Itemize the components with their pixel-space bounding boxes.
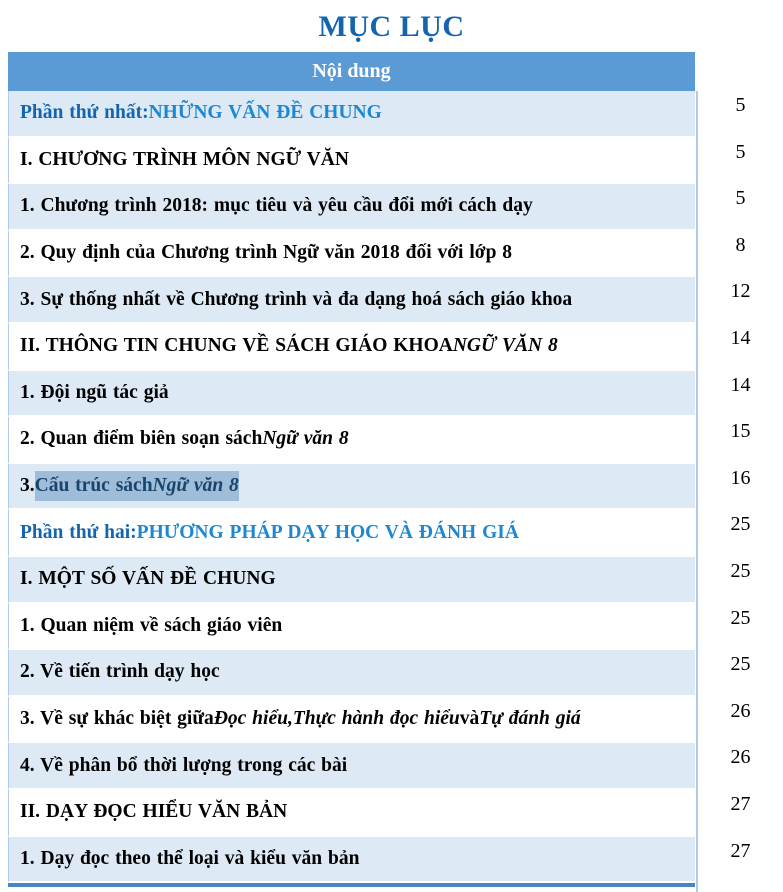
toc-row <box>8 790 783 837</box>
toc-entry-segment: 1. Quan niệm về sách giáo viên <box>20 614 283 636</box>
toc-entry-segment: Phần thứ nhất: <box>20 102 149 124</box>
toc-entry-segment: II. THÔNG TIN CHUNG VỀ SÁCH GIÁO KHOA <box>20 335 453 357</box>
toc-entry-text <box>9 371 696 416</box>
toc-entry-text <box>9 277 696 322</box>
table-body <box>8 91 783 883</box>
toc-entry-page: 14 <box>696 371 783 892</box>
toc-entry-page: 16 <box>696 464 783 892</box>
toc-entry-text <box>9 138 696 183</box>
toc-entry-text <box>9 184 696 229</box>
toc-entry-text <box>9 464 696 509</box>
toc-entry-page: 5 <box>696 138 783 892</box>
toc-entry-segment: Ngữ văn 8 <box>153 471 239 501</box>
toc-row <box>8 510 783 557</box>
toc-entry-segment: 1. Dạy đọc theo thể loại và kiểu văn bản <box>20 847 360 869</box>
toc-row <box>8 697 783 744</box>
toc-entry-page: 27 <box>696 790 783 892</box>
toc-row <box>8 371 783 418</box>
toc-entry-segment: NHỮNG VẤN ĐỀ CHUNG <box>148 102 382 124</box>
toc-entry-page: 12 <box>696 277 783 892</box>
toc-row <box>8 837 783 884</box>
toc-row <box>8 184 783 231</box>
toc-entry-segment: 2. Quan điểm biên soạn sách <box>20 428 263 450</box>
toc-table <box>8 52 783 883</box>
toc-entry-segment: 2. Về tiến trình dạy học <box>20 661 220 683</box>
toc-row <box>8 464 783 511</box>
toc-entry-page: 26 <box>696 697 783 892</box>
toc-entry-segment: 3. Sự thống nhất về Chương trình và đa dạng hoá sách giáo khoa <box>20 288 573 310</box>
toc-row <box>8 277 783 324</box>
toc-entry-segment: II. DẠY ĐỌC HIỂU VĂN BẢN <box>20 801 288 823</box>
toc-entry-page: 5 <box>696 184 783 892</box>
toc-entry-segment: 3. <box>20 475 35 497</box>
toc-row <box>8 91 783 138</box>
toc-entry-segment: Phần thứ hai: <box>20 521 137 543</box>
toc-entry-text <box>9 324 696 369</box>
toc-entry-segment: I. CHƯƠNG TRÌNH MÔN NGỮ VĂN <box>20 148 349 170</box>
toc-entry-segment: 4. Về phân bổ thời lượng trong các bài <box>20 754 348 776</box>
toc-entry-segment: 2. Quy định của Chương trình Ngữ văn 2018 đối với lớp 8 <box>20 242 513 264</box>
toc-entry-page: 25 <box>696 557 783 892</box>
toc-entry-text <box>9 510 696 555</box>
toc-entry-text <box>9 837 696 882</box>
toc-entry-page: 8 <box>696 231 783 892</box>
toc-entry-segment: PHƯƠNG PHÁP DẠY HỌC VÀ ĐÁNH GIÁ <box>136 521 519 543</box>
table-bottom-border <box>8 883 783 887</box>
toc-entry-text <box>9 417 696 462</box>
toc-entry-page: 25 <box>696 510 783 892</box>
toc-entry-text <box>9 604 696 649</box>
toc-entry-segment: 1. Đội ngũ tác giả <box>20 381 169 403</box>
toc-row <box>8 743 783 790</box>
toc-entry-page: 27 <box>696 837 783 892</box>
toc-row <box>8 324 783 371</box>
table-header-row <box>8 52 783 91</box>
toc-entry-segment: Tự đánh giá <box>479 708 581 730</box>
toc-entry-text <box>9 743 696 788</box>
toc-row <box>8 417 783 464</box>
toc-entry-page: 15 <box>696 417 783 892</box>
toc-entry-segment: I. MỘT SỐ VẤN ĐỀ CHUNG <box>20 568 276 590</box>
toc-entry-segment: Ngữ văn 8 <box>262 428 349 450</box>
toc-entry-page: 25 <box>696 604 783 892</box>
toc-entry-text <box>9 91 696 136</box>
toc-entry-page: 25 <box>696 650 783 892</box>
toc-row <box>8 557 783 604</box>
toc-entry-text <box>9 697 696 742</box>
toc-entry-page: 26 <box>696 743 783 892</box>
toc-entry-segment: NGỮ VĂN 8 <box>452 335 558 357</box>
toc-entry-page: 5 <box>696 91 783 892</box>
toc-entry-text <box>9 790 696 835</box>
toc-entry-segment: Thực hành đọc hiểu <box>292 708 460 730</box>
toc-entry-text <box>9 231 696 276</box>
toc-row <box>8 231 783 278</box>
toc-entry-segment: 1. Chương trình 2018: mục tiêu và yêu cầu đổi mới cách dạy <box>20 195 533 217</box>
toc-row <box>8 604 783 651</box>
toc-entry-text <box>9 557 696 602</box>
toc-row <box>8 650 783 697</box>
toc-entry-text <box>9 650 696 695</box>
toc-entry-segment: 3. Về sự khác biệt giữa <box>20 708 214 730</box>
toc-entry-segment: Đọc hiểu, <box>213 708 293 730</box>
toc-row <box>8 138 783 185</box>
toc-entry-segment: và <box>459 708 480 730</box>
toc-entry-page: 14 <box>696 324 783 892</box>
toc-entry-segment: Cấu trúc sách <box>35 471 153 501</box>
page-title: MỤC LỤC <box>318 10 465 43</box>
column-header-content: Nội dung <box>312 60 391 82</box>
